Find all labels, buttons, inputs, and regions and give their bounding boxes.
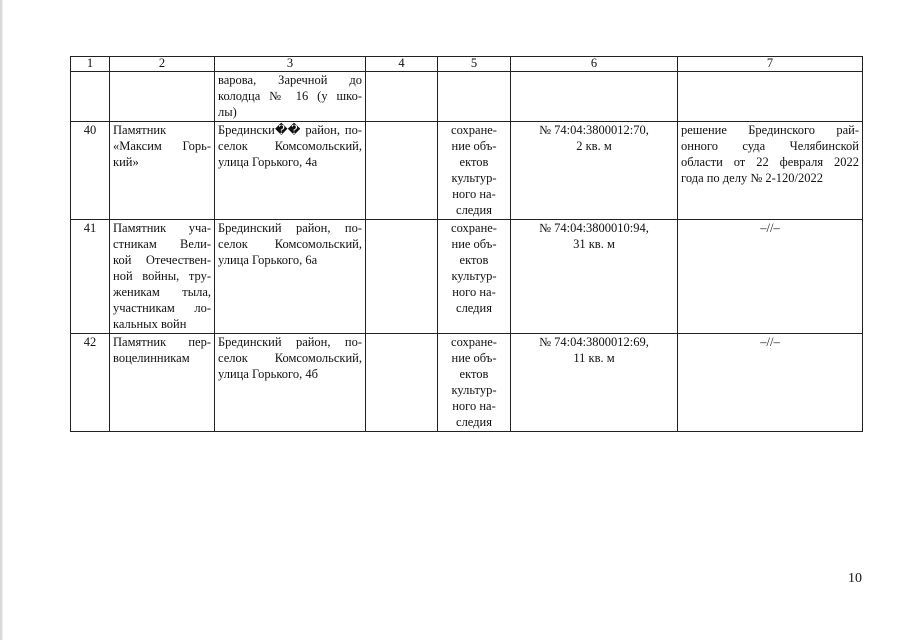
address-line: улица Горького, 4б [218, 367, 318, 381]
area-value: 2 кв. м [576, 139, 612, 153]
col4-cell [366, 220, 438, 334]
object-name-line: Памятник [113, 123, 167, 137]
continuation-address-cell [215, 72, 366, 122]
col4-cell [366, 122, 438, 220]
table-row-40 [71, 122, 863, 220]
basis-line: года по делу № 2-120/2022 [681, 171, 824, 185]
object-name-line: стникам Вели- [113, 237, 211, 251]
address-cell [215, 334, 366, 432]
address-line: Бредински�� район, по- [218, 123, 362, 137]
continuation-area-cell [511, 72, 678, 122]
category-line: следия [456, 203, 492, 217]
table-header [71, 57, 863, 72]
continuation-address-line: колодца № 16 (у шко- [218, 89, 362, 103]
object-name-line: ной войны, тру- [113, 269, 211, 283]
object-name-line: кой Отечествен- [113, 253, 211, 267]
category-line: культур- [451, 171, 497, 185]
category-line: сохране- [451, 123, 497, 137]
category-line: ектов [459, 253, 489, 267]
continuation-row [71, 72, 863, 122]
category-line: ного на- [452, 187, 496, 201]
continuation-num-cell [71, 72, 110, 122]
header-col-3: 3 [215, 57, 366, 72]
category-line: следия [456, 415, 492, 429]
cadastral-area-cell [511, 334, 678, 432]
category-line: следия [456, 301, 492, 315]
category-cell [438, 122, 511, 220]
category-line: сохране- [451, 335, 497, 349]
ditto-mark: –//– [760, 335, 780, 349]
category-line: ного на- [452, 285, 496, 299]
cadastral-area-cell [511, 220, 678, 334]
row-number: 42 [71, 334, 110, 432]
area-value: 31 кв. м [573, 237, 615, 251]
header-col-5: 5 [438, 57, 511, 72]
cadastral-area-cell [511, 122, 678, 220]
address-cell [215, 220, 366, 334]
row-number: 41 [71, 220, 110, 334]
address-line: Брединский район, по- [218, 335, 362, 349]
row-number: 40 [71, 122, 110, 220]
category-line: культур- [451, 383, 497, 397]
object-name-cell [110, 122, 215, 220]
cadastral-number: № 74:04:3800012:69, [539, 335, 649, 349]
basis-cell [678, 334, 863, 432]
continuation-address-line: варова, Заречной до [218, 73, 362, 87]
category-line: ектов [459, 367, 489, 381]
address-cell [215, 122, 366, 220]
category-line: ние объ- [451, 351, 497, 365]
object-name-line: кальных войн [113, 317, 187, 331]
object-name-cell [110, 334, 215, 432]
object-name-cell [110, 220, 215, 334]
col4-cell [366, 334, 438, 432]
table-row-41 [71, 220, 863, 334]
object-name-line: женикам тыла, [113, 285, 211, 299]
object-name-line: воцелинникам [113, 351, 190, 365]
category-line: ектов [459, 155, 489, 169]
object-name-line: Памятник пер- [113, 335, 211, 349]
basis-line: области от 22 февраля 2022 [681, 155, 859, 169]
header-col-6: 6 [511, 57, 678, 72]
basis-cell [678, 122, 863, 220]
scan-left-edge-shadow [2, 0, 3, 640]
object-name-line: участникам ло- [113, 301, 211, 315]
header-col-2: 2 [110, 57, 215, 72]
continuation-col4-cell [366, 72, 438, 122]
category-line: ние объ- [451, 139, 497, 153]
category-line: культур- [451, 269, 497, 283]
area-value: 11 кв. м [573, 351, 615, 365]
cadastral-number: № 74:04:3800010:94, [539, 221, 649, 235]
continuation-category-cell [438, 72, 511, 122]
object-name-line: кий» [113, 155, 139, 169]
basis-cell [678, 220, 863, 334]
basis-line: онного суда Челябинской [681, 139, 859, 153]
page-number: 10 [848, 571, 862, 586]
header-col-1: 1 [71, 57, 110, 72]
ditto-mark: –//– [760, 221, 780, 235]
address-line: улица Горького, 6а [218, 253, 318, 267]
category-cell [438, 334, 511, 432]
object-name-line: Памятник уча- [113, 221, 211, 235]
address-line: улица Горького, 4а [218, 155, 318, 169]
category-line: сохране- [451, 221, 497, 235]
category-line: ние объ- [451, 237, 497, 251]
continuation-name-cell [110, 72, 215, 122]
address-line: селок Комсомольский, [218, 237, 362, 251]
category-line: ного на- [452, 399, 496, 413]
basis-line: решение Брединского рай- [681, 123, 859, 137]
continuation-address-line: лы) [218, 105, 237, 119]
register-table [70, 56, 863, 432]
table-row-42 [71, 334, 863, 432]
header-row [71, 57, 863, 72]
continuation-basis-cell [678, 72, 863, 122]
address-line: Брединский район, по- [218, 221, 362, 235]
header-col-4: 4 [366, 57, 438, 72]
address-line: селок Комсомольский, [218, 139, 362, 153]
category-cell [438, 220, 511, 334]
object-name-line: «Максим Горь- [113, 139, 211, 153]
cadastral-number: № 74:04:3800012:70, [539, 123, 649, 137]
address-line: селок Комсомольский, [218, 351, 362, 365]
header-col-7: 7 [678, 57, 863, 72]
